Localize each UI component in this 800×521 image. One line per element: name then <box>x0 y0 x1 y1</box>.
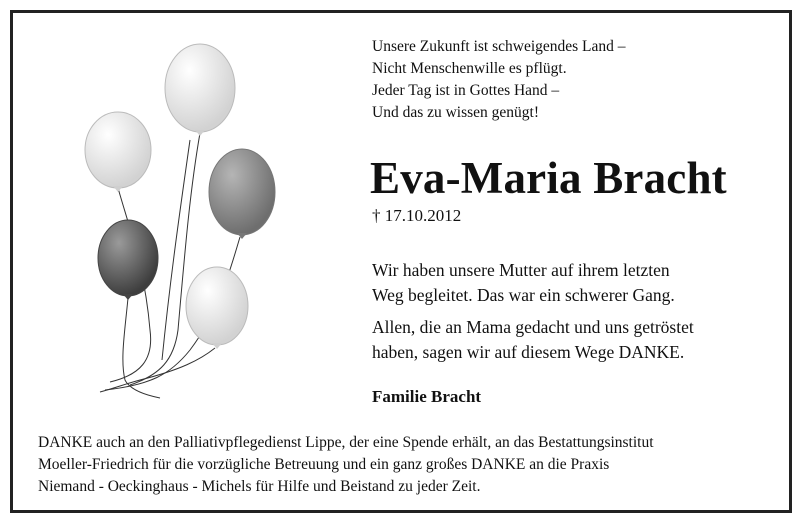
message-paragraph-1 <box>372 258 675 308</box>
balloon-mid-right <box>209 149 275 239</box>
poem-line: Nicht Menschenwille es pflügt. <box>372 60 567 77</box>
balloon-light-left <box>85 112 151 192</box>
poem <box>372 36 626 124</box>
message-paragraph-2 <box>372 315 694 365</box>
footer-line: Niemand - Oeckinghaus - Michels für Hilfe und Beistand zu jeder Zeit. <box>38 478 481 495</box>
message-line: haben, sagen wir auf diesem Wege DANKE. <box>372 342 685 362</box>
footer-thanks <box>38 432 654 498</box>
balloon-dark-left <box>98 220 158 300</box>
message-line: Weg begleitet. Das war ein schwerer Gang. <box>372 285 675 305</box>
signature: Familie Bracht <box>372 387 482 406</box>
footer-line: Moeller-Friedrich für die vorzügliche Betreuung und ein ganz großes DANKE an die Praxis <box>38 456 610 473</box>
balloons-icon <box>70 30 310 410</box>
message-line: Allen, die an Mama gedacht und uns getröstet <box>372 317 694 337</box>
balloon-light-top <box>165 44 235 136</box>
death-date: † 17.10.2012 <box>372 206 462 225</box>
balloon-light-bottom <box>186 267 248 349</box>
poem-line: Jeder Tag ist in Gottes Hand – <box>372 82 560 99</box>
poem-line: Unsere Zukunft ist schweigendes Land – <box>372 38 626 55</box>
message-line: Wir haben unsere Mutter auf ihrem letzten <box>372 260 670 280</box>
poem-line: Und das zu wissen genügt! <box>372 104 540 121</box>
deceased-name: Eva-Maria Bracht <box>370 153 727 203</box>
footer-line: DANKE auch an den Palliativpflegedienst Lippe, der eine Spende erhält, an das Bestattungsinstitut <box>38 434 654 451</box>
